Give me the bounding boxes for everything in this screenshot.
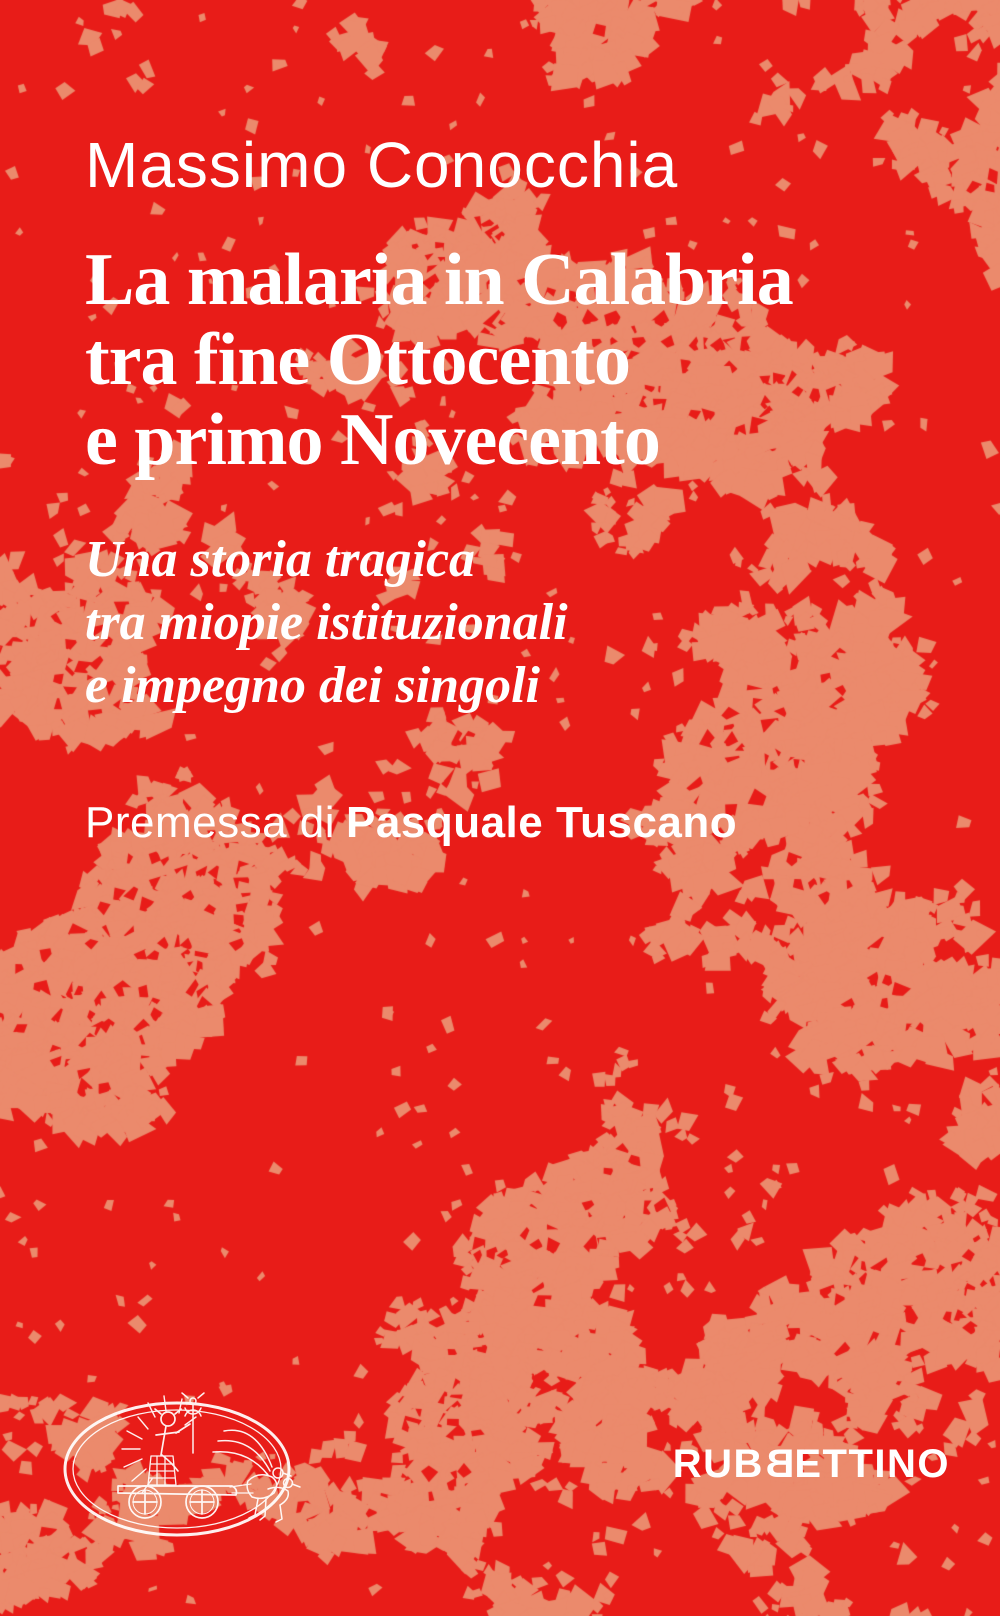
subtitle-line-1: Una storia tragica [85,531,476,588]
book-subtitle [85,528,568,717]
basket-icon [148,1456,176,1485]
premessa-prefix: Premessa di [85,798,336,847]
premessa-credit [85,798,737,848]
publisher-emblem-mercury-chariot-icon [52,1389,302,1549]
title-line-2: tra fine Ottocento [85,319,631,401]
chariot-icon [118,1486,237,1518]
harness-icon [230,1484,253,1493]
premessa-author: Pasquale Tuscano [346,798,738,847]
mercury-figure-icon [155,1409,190,1471]
wordmark-mirrored-b: B [763,1442,795,1486]
title-line-1: La malaria in Calabria [85,239,793,321]
wordmark-pre: RUB [672,1442,764,1486]
subtitle-line-3: e impegno dei singoli [85,657,540,714]
title-line-3: e primo Novecento [85,399,660,481]
author-name: Massimo Conocchia [85,129,679,201]
wordmark-post: ETTINO [794,1442,950,1486]
publisher-wordmark [673,1442,950,1487]
subtitle-line-2: tra miopie istituzionali [85,594,568,651]
book-title [85,240,793,480]
